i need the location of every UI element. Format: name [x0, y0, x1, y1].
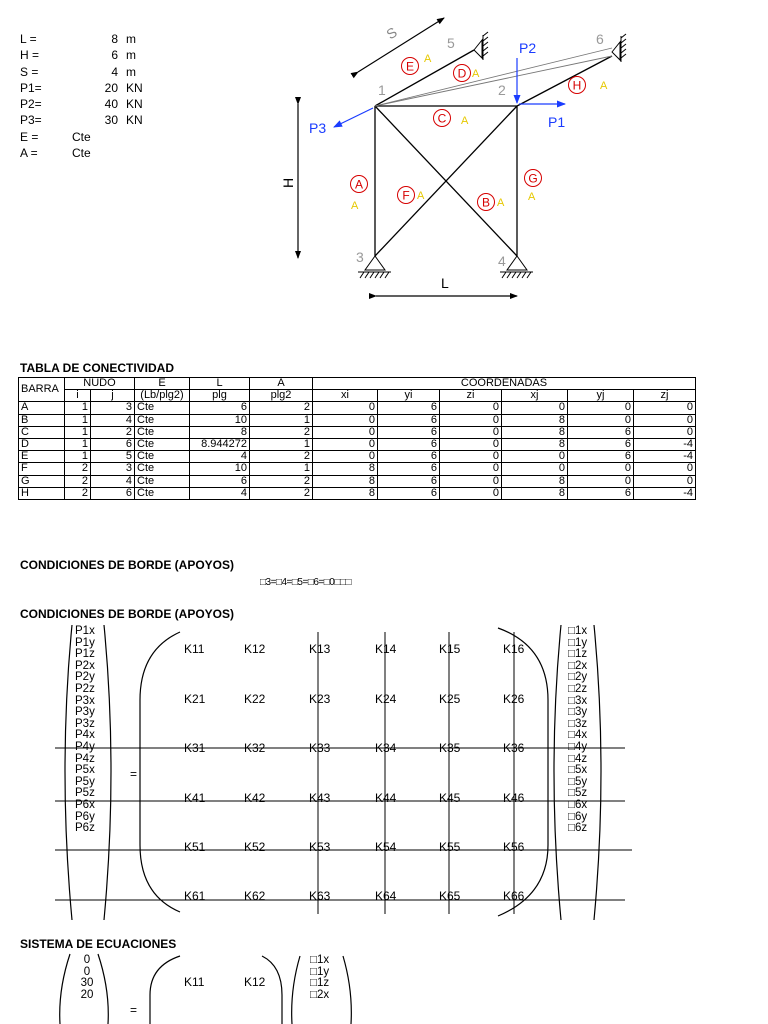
vector-entry: □4x	[568, 729, 588, 742]
vector-entry: □3z	[568, 717, 588, 730]
matrix-entry: K35	[439, 741, 461, 755]
table-cell: 2	[250, 487, 313, 499]
vector-entry: P2y	[75, 671, 95, 684]
col-xj: xj	[502, 390, 568, 402]
area-mark: A	[600, 80, 608, 92]
vector-entry: P6z	[75, 822, 95, 835]
bar-label-c: C	[437, 111, 447, 126]
vector-entry: □1y	[568, 636, 588, 649]
node-5-label: 5	[447, 35, 455, 51]
table-row	[19, 475, 696, 487]
matrix-entry: K21	[184, 692, 206, 706]
table-cell: 0	[502, 402, 568, 414]
matrix-entry: K36	[503, 741, 525, 755]
matrix-entry: K24	[375, 692, 397, 706]
table-cell: 6	[378, 402, 440, 414]
table-cell: 2	[250, 475, 313, 487]
table-cell: 0	[568, 402, 634, 414]
vector-entry: P4y	[75, 740, 95, 753]
vector-entry: □2x	[310, 988, 330, 1001]
table-cell: 0	[440, 438, 502, 450]
bc-title-2: CONDICIONES DE BORDE (APOYOS)	[20, 607, 235, 621]
table-cell: 3	[91, 402, 135, 414]
table-cell: 4	[190, 487, 250, 499]
table-cell: F	[19, 463, 65, 475]
matrix-entry: K66	[503, 889, 525, 903]
system-title: SISTEMA DE ECUACIONES	[20, 937, 177, 951]
table-cell: 6	[378, 475, 440, 487]
vector-entry: □1x	[310, 954, 330, 966]
vector-entry: □2z	[568, 682, 588, 695]
area-mark: A	[461, 115, 469, 127]
col-l-unit: plg	[190, 390, 250, 402]
bar-label-g: G	[528, 171, 538, 186]
table-head-row	[19, 378, 696, 390]
table-cell: Cte	[135, 426, 190, 438]
table-cell: -4	[634, 487, 696, 499]
vector-entry: □6x	[568, 798, 588, 811]
vector-entry: P1y	[75, 636, 95, 649]
left-paren-p	[65, 625, 72, 920]
table-cell: 8	[313, 463, 378, 475]
table-cell: H	[19, 487, 65, 499]
vector-entry: □3y	[568, 706, 588, 719]
system-k12: K12	[244, 975, 266, 989]
vector-entry: P3z	[75, 717, 95, 730]
table-cell: 0	[440, 487, 502, 499]
table-cell: 0	[313, 426, 378, 438]
support-6-icon	[612, 34, 626, 62]
matrix-entry: K16	[503, 642, 525, 656]
table-row	[19, 438, 696, 450]
vector-entry: □4y	[568, 740, 588, 753]
table-cell: 2	[250, 451, 313, 463]
connectivity-title: TABLA DE CONECTIVIDAD	[20, 361, 174, 375]
vector-entry: 20	[80, 988, 94, 1001]
right-paren-k	[262, 956, 282, 1024]
node-3-label: 3	[356, 249, 364, 265]
table-cell: 1	[250, 463, 313, 475]
table-cell: 8	[502, 487, 568, 499]
load-p2-label: P2	[519, 40, 537, 56]
table-cell: 6	[378, 438, 440, 450]
matrix-entry: K65	[439, 889, 461, 903]
table-cell: Cte	[135, 438, 190, 450]
vector-entry: P4x	[75, 729, 95, 742]
vector-entry: □3x	[568, 694, 588, 707]
col-a: A	[250, 378, 313, 390]
vector-entry: P3x	[75, 694, 95, 707]
table-cell: 4	[91, 414, 135, 426]
dim-l-label: L	[441, 275, 449, 291]
matrix-entry: K63	[309, 889, 331, 903]
table-cell: 1	[250, 438, 313, 450]
vector-entry: □1z	[568, 648, 588, 661]
vector-entry: P5x	[75, 764, 95, 777]
left-paren-p	[60, 954, 70, 1024]
matrix-entry: K11	[184, 642, 205, 656]
load-p1-label: P1	[548, 114, 566, 130]
node-1-label: 1	[378, 82, 386, 98]
vector-entry: □1y	[310, 965, 330, 978]
table-cell: -4	[634, 451, 696, 463]
table-cell: D	[19, 438, 65, 450]
support-5-icon	[474, 32, 488, 60]
table-cell: 2	[65, 487, 91, 499]
table-cell: 0	[313, 451, 378, 463]
table-cell: 0	[502, 451, 568, 463]
table-cell: 6	[378, 414, 440, 426]
matrix-entry: K41	[184, 791, 206, 805]
table-cell: 6	[378, 463, 440, 475]
table-cell: 6	[378, 451, 440, 463]
system-force-vector	[80, 955, 94, 1001]
table-cell: 0	[568, 463, 634, 475]
bar-label-e: E	[405, 59, 415, 74]
node-4-label: 4	[498, 253, 506, 269]
displacement-vector	[568, 626, 587, 835]
matrix-entry: K25	[439, 692, 461, 706]
col-xi: xi	[313, 390, 378, 402]
table-row	[19, 451, 696, 463]
area-mark: A	[351, 200, 359, 212]
bar-h-line	[517, 56, 612, 106]
vector-entry: P6y	[75, 810, 95, 823]
table-cell: 6	[568, 487, 634, 499]
vector-entry: 0	[83, 954, 91, 966]
table-cell: 6	[91, 487, 135, 499]
table-cell: 0	[440, 463, 502, 475]
vector-entry: P5z	[75, 787, 95, 800]
table-cell: 0	[313, 414, 378, 426]
table-cell: Cte	[135, 402, 190, 414]
table-cell: -4	[634, 438, 696, 450]
dim-s-label: S	[383, 23, 400, 43]
matrix-entry: K32	[244, 741, 266, 755]
table-row	[19, 487, 696, 499]
system-k11: K11	[184, 975, 205, 989]
table-cell: 1	[65, 451, 91, 463]
matrix-brackets	[0, 620, 768, 925]
matrix-entry: K14	[375, 642, 397, 656]
right-paren-k	[498, 628, 548, 916]
table-cell: 8.944272	[190, 438, 250, 450]
matrix-entry: K45	[439, 791, 461, 805]
vector-entry: P4z	[75, 752, 95, 765]
bc-title-1: CONDICIONES DE BORDE (APOYOS)	[20, 558, 235, 572]
table-cell: Cte	[135, 487, 190, 499]
table-cell: 1	[65, 426, 91, 438]
col-a-unit: plg2	[250, 390, 313, 402]
system-equals-sign: =	[130, 1003, 138, 1017]
bar-label-d: D	[457, 66, 467, 81]
table-cell: Cte	[135, 475, 190, 487]
col-j: j	[91, 390, 135, 402]
table-cell: 8	[190, 426, 250, 438]
table-cell: 0	[313, 402, 378, 414]
table-cell: 2	[250, 426, 313, 438]
table-cell: 0	[440, 414, 502, 426]
dim-h-label: H	[280, 177, 296, 188]
vector-entry: □1x	[568, 625, 588, 637]
table-cell: 6	[91, 438, 135, 450]
table-cell: C	[19, 426, 65, 438]
vector-entry: □6y	[568, 810, 588, 823]
table-cell: B	[19, 414, 65, 426]
vector-entry: □2x	[568, 659, 588, 672]
vector-entry: P5y	[75, 775, 95, 788]
vector-entry: □2y	[568, 671, 588, 684]
table-cell: 3	[91, 463, 135, 475]
col-i: i	[65, 390, 91, 402]
area-mark: A	[472, 68, 480, 80]
table-cell: E	[19, 451, 65, 463]
matrix-entry: K61	[184, 889, 206, 903]
table-cell: 1	[65, 414, 91, 426]
matrix-entry: K44	[375, 791, 397, 805]
table-cell: 6	[190, 402, 250, 414]
table-cell: 8	[502, 475, 568, 487]
system-displacement-vector	[310, 955, 329, 1001]
table-cell: 8	[502, 414, 568, 426]
table-cell: 0	[634, 475, 696, 487]
vector-entry: P2z	[75, 682, 95, 695]
table-cell: 0	[634, 463, 696, 475]
matrix-entry: K15	[439, 642, 461, 656]
matrix-entry: K31	[184, 741, 206, 755]
table-cell: 0	[568, 475, 634, 487]
table-cell: 2	[65, 463, 91, 475]
matrix-entry: K55	[439, 840, 461, 854]
bar-label-f: F	[402, 188, 410, 203]
col-e-unit: (Lb/plg2)	[135, 390, 190, 402]
right-paren-d	[343, 956, 351, 1024]
vector-entry: □5x	[568, 764, 588, 777]
matrix-entry: K22	[244, 692, 266, 706]
table-row	[19, 463, 696, 475]
table-cell: 0	[313, 438, 378, 450]
table-cell: Cte	[135, 451, 190, 463]
table-cell: 2	[91, 426, 135, 438]
table-cell: 0	[440, 426, 502, 438]
table-cell: 0	[634, 402, 696, 414]
area-mark: A	[417, 190, 425, 202]
col-coordenadas: COORDENADAS	[313, 378, 696, 390]
system-brackets	[0, 950, 768, 1024]
vector-entry: P1z	[75, 648, 95, 661]
matrix-entry: K34	[375, 741, 397, 755]
force-vector	[75, 626, 95, 835]
table-cell: 0	[440, 402, 502, 414]
right-paren-p	[98, 954, 108, 1024]
table-cell: 1	[65, 402, 91, 414]
matrix-entry: K42	[244, 791, 266, 805]
col-nudo: NUDO	[65, 378, 135, 390]
table-cell: 8	[313, 487, 378, 499]
col-l: L	[190, 378, 250, 390]
table-cell: 10	[190, 463, 250, 475]
vector-entry: P2x	[75, 659, 95, 672]
left-paren-k	[140, 632, 180, 912]
left-paren-d	[554, 625, 561, 920]
structure-diagram	[0, 0, 768, 310]
matrix-entry: K46	[503, 791, 525, 805]
matrix-entry: K56	[503, 840, 525, 854]
vector-entry: 30	[80, 977, 94, 990]
load-p3-arrow	[334, 108, 373, 127]
matrix-entry: K53	[309, 840, 331, 854]
col-barra: BARRA	[19, 378, 65, 402]
vector-entry: P1x	[75, 625, 95, 637]
vector-entry: □5y	[568, 775, 588, 788]
table-cell: 6	[378, 487, 440, 499]
table-cell: 4	[190, 451, 250, 463]
table-cell: 2	[65, 475, 91, 487]
table-cell: 6	[568, 426, 634, 438]
table-cell: 6	[568, 451, 634, 463]
table-cell: 6	[378, 426, 440, 438]
area-mark: A	[424, 53, 432, 65]
matrix-entry: K33	[309, 741, 331, 755]
matrix-entry: K52	[244, 840, 266, 854]
table-cell: 4	[91, 475, 135, 487]
vector-entry: □4z	[568, 752, 588, 765]
load-p3-label: P3	[309, 120, 327, 136]
table-cell: 8	[502, 426, 568, 438]
table-cell: 2	[250, 402, 313, 414]
table-cell: 1	[65, 438, 91, 450]
matrix-entry: K64	[375, 889, 397, 903]
matrix-entry: K51	[184, 840, 206, 854]
matrix-entry: K13	[309, 642, 331, 656]
node-6-label: 6	[596, 31, 604, 47]
table-cell: G	[19, 475, 65, 487]
bar-label-h: H	[572, 78, 582, 93]
table-cell: 6	[190, 475, 250, 487]
vector-entry: 0	[83, 965, 91, 978]
table-cell: Cte	[135, 414, 190, 426]
table-cell: 0	[440, 475, 502, 487]
left-paren-d	[292, 956, 300, 1024]
right-paren-d	[594, 625, 601, 920]
table-subhead-row	[19, 390, 696, 402]
table-cell: 0	[440, 451, 502, 463]
area-mark: A	[528, 191, 536, 203]
table-cell: 8	[313, 475, 378, 487]
bc-line-1: □3=□4=□5=□6=□0□□□	[260, 577, 351, 588]
table-cell: 0	[634, 426, 696, 438]
matrix-entry: K54	[375, 840, 397, 854]
matrix-entry: K43	[309, 791, 331, 805]
table-row	[19, 414, 696, 426]
matrix-entry: K23	[309, 692, 331, 706]
vector-entry: □1z	[310, 977, 330, 990]
table-cell: 0	[568, 414, 634, 426]
vector-entry: P6x	[75, 798, 95, 811]
vector-entry: □6z	[568, 822, 588, 835]
vector-entry: P3y	[75, 706, 95, 719]
table-cell: Cte	[135, 463, 190, 475]
table-cell: 1	[250, 414, 313, 426]
col-e: E	[135, 378, 190, 390]
matrix-entry: K12	[244, 642, 266, 656]
area-mark: A	[497, 197, 505, 209]
connectivity-table	[18, 377, 696, 500]
bar-label-a: A	[354, 177, 364, 192]
left-paren-k	[150, 956, 180, 1024]
table-cell: 6	[568, 438, 634, 450]
node-2-label: 2	[498, 82, 506, 98]
table-row	[19, 426, 696, 438]
col-yi: yi	[378, 390, 440, 402]
table-cell: 0	[634, 414, 696, 426]
vector-entry: □5z	[568, 787, 588, 800]
table-cell: 0	[502, 463, 568, 475]
table-cell: 5	[91, 451, 135, 463]
matrix-entry: K62	[244, 889, 266, 903]
col-zj: zj	[634, 390, 696, 402]
matrix-entry: K26	[503, 692, 525, 706]
table-cell: 10	[190, 414, 250, 426]
right-paren-p	[104, 625, 111, 920]
table-cell: 8	[502, 438, 568, 450]
col-yj: yj	[568, 390, 634, 402]
table-row	[19, 402, 696, 414]
col-zi: zi	[440, 390, 502, 402]
equals-sign: =	[130, 767, 138, 781]
bar-label-b: B	[481, 195, 491, 210]
table-cell: A	[19, 402, 65, 414]
